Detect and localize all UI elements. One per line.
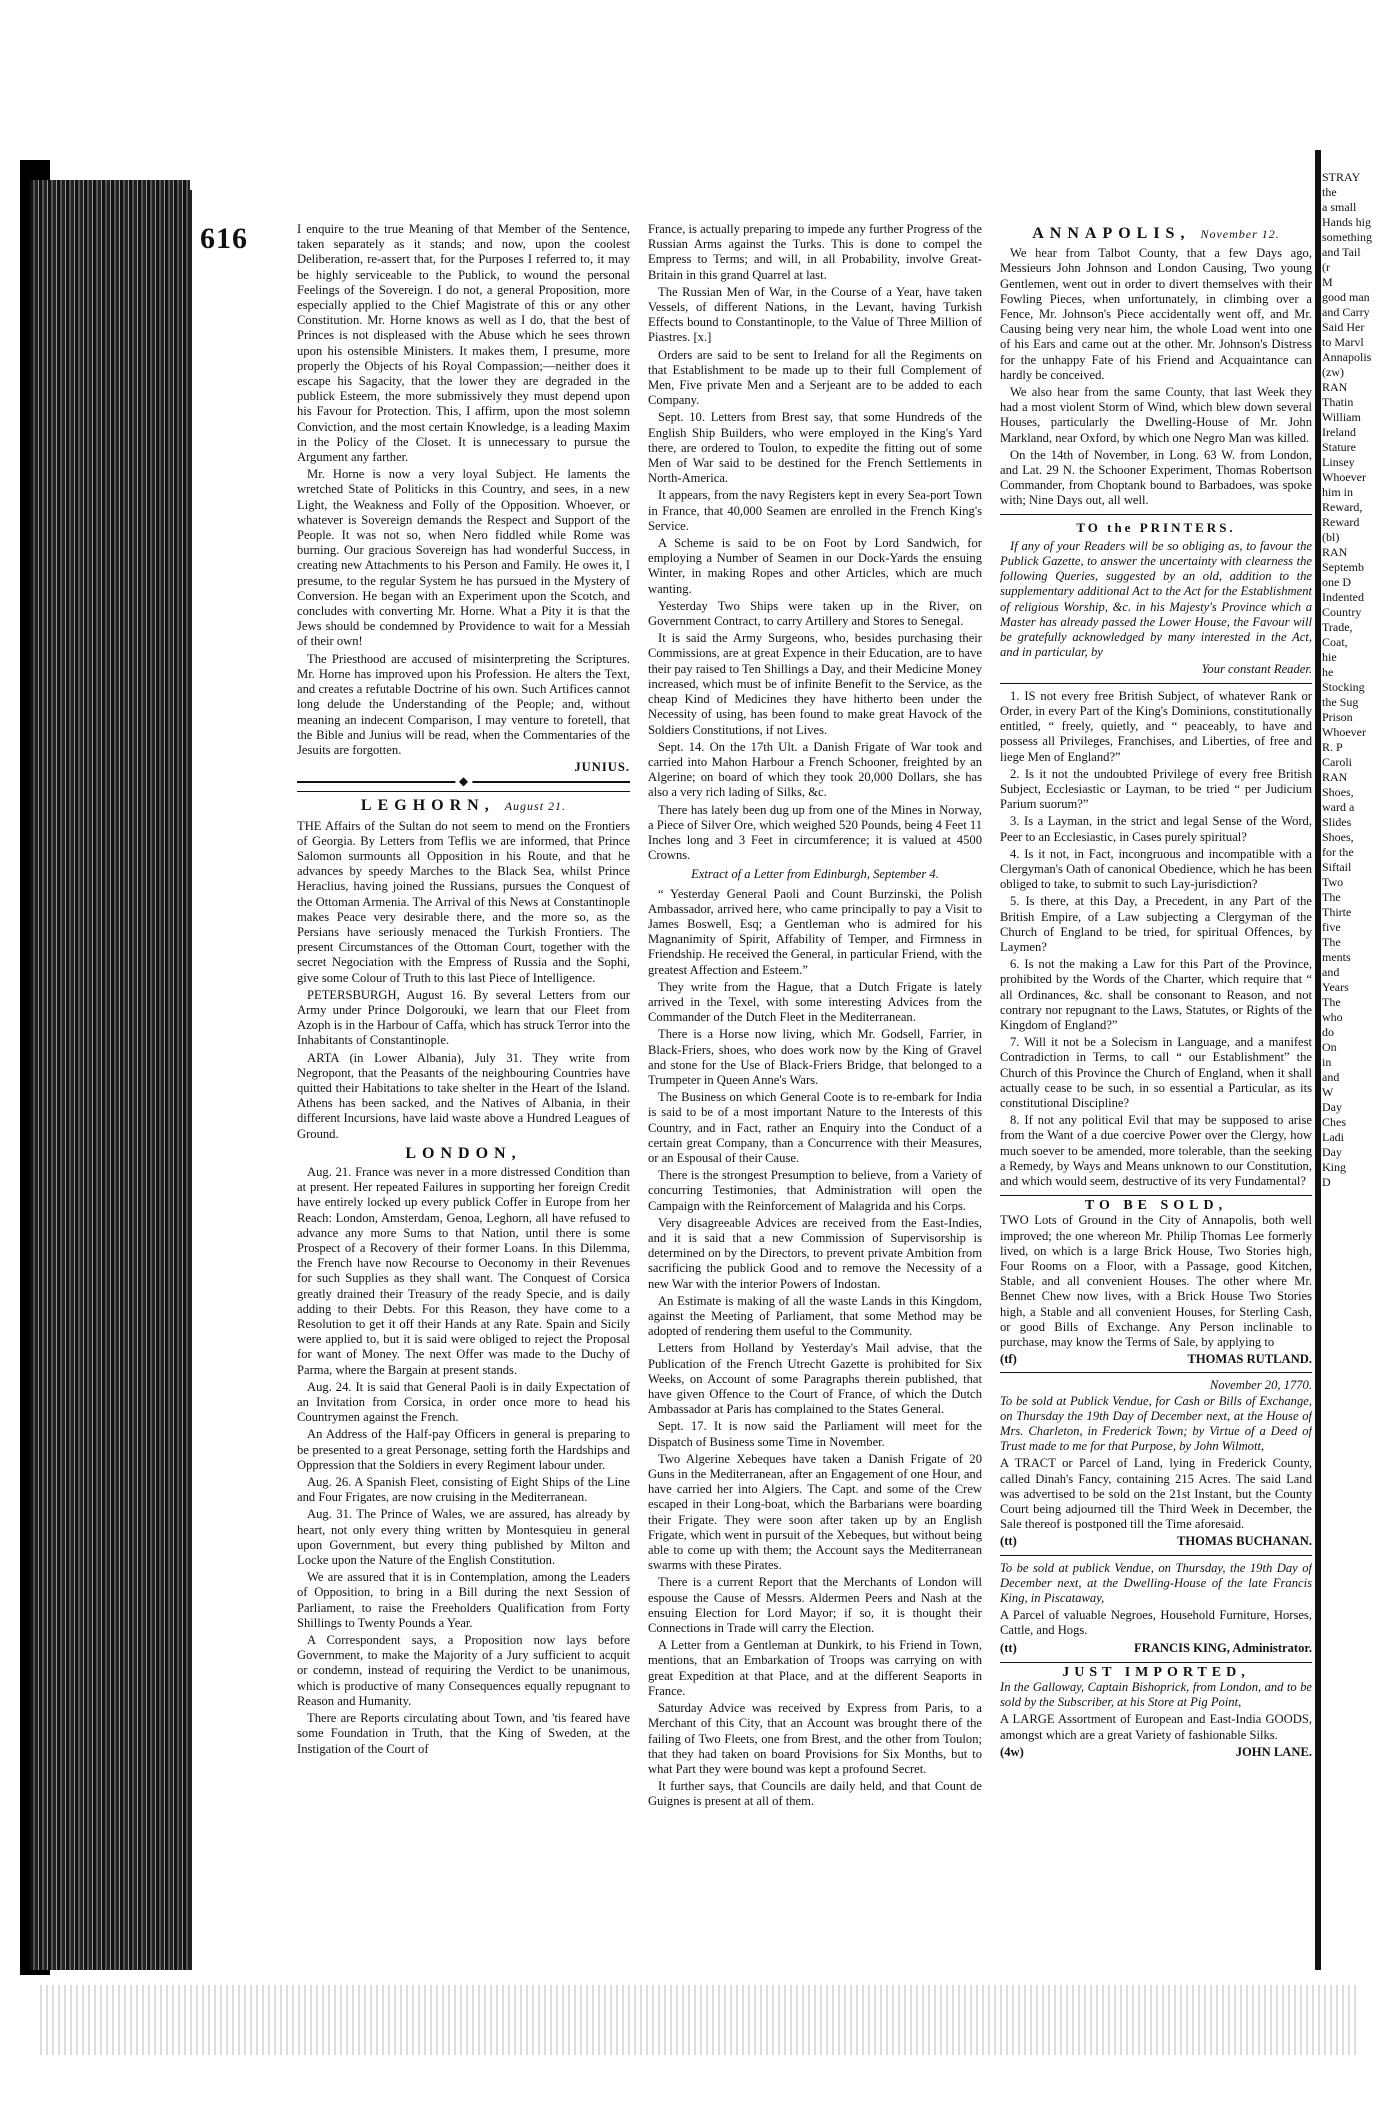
paragraph: Mr. Horne is now a very loyal Subject. He laments the wretched State of Politicks in this Country, and sees, in a new Light, the Weakness and Folly of the Opposition. Whoever, or whatever is Sovereign demands the Respect and Support of the People. It was not so, when Nero fiddled while Rome was burning. Our gracious Sovereign has had wonderful Success, in creating new Attachments to his Person and Family. He owes it, I presume, to the regular System he has pursued in the Mystery of Conversion. He began with an Experiment upon the Scotch, and concludes with converting Mr. Horne. What a Pity it is that the Jews should be condemned by Providence to wait for a Messiah of their own! [297,467,630,649]
next-page-fragment: Septemb [1322,560,1364,574]
next-page-fragment: and [1322,1070,1340,1084]
ad-signature: THOMAS BUCHANAN. [1176,1534,1312,1549]
ad-code: (tt) [1000,1534,1017,1549]
ad-footer [1000,1641,1312,1656]
ad-heading-to-be-sold: TO BE SOLD, [1000,1195,1312,1213]
ad-text: A Parcel of valuable Negroes, Household Furniture, Horses, Cattle, and Hogs. [1000,1608,1312,1638]
next-page-fragment: Prison [1322,710,1353,724]
section-rule [1000,1555,1312,1556]
paragraph: Saturday Advice was received by Express from Paris, to a Merchant of this City, that an Account was brought there of the failing of Two Fleets, one from Brest, and the other from Toulon; that they had taken on board Provisions for Six Months, but to what Part they were bound was kept a profound Secret. [648,1701,982,1776]
next-page-fragment: one D [1322,575,1351,589]
extract-heading: Extract of a Letter from Edinburgh, September 4. [691,867,939,882]
paragraph: I enquire to the true Meaning of that Member of the Sentence, taken separately as it stands; and now, upon the coolest Deliberation, re-assert that, for the Purposes I referred to, it may be highly serviceable to the Publick, to wound the personal Feelings of the Sovereign. I do not, a general Proposition, more especially applied to the Chief Magistrate of this or any other Constitution. Mr. Horne knows as well as I do, that the best of Princes is not displeased with the Abuse which he sees thrown upon his ostensible Ministers. It makes them, I presume, more properly the Objects of his Royal Compassion;—neither does it escape his Sagacity, that the lower they are degraded in the publick Esteem, the more submissively they must depend upon his Favour for Protection. This, I affirm, upon the most solemn Conviction, and the most certain Knowledge, is a leading Maxim in the Policy of the Closet. It is unnecessary to pursue the Argument any farther. [297,222,630,465]
next-page-fragment: Ireland [1322,425,1356,439]
next-page-fragment: good man [1322,290,1370,304]
paragraph: There are Reports circulating about Town, and 'tis feared have some Foundation in Truth, that the King of Sweden, at the Instigation of the Court of [297,1711,630,1756]
paragraph: Aug. 26. A Spanish Fleet, consisting of Eight Ships of the Line and Four Frigates, are now cruising in the Mediterranean. [297,1475,630,1505]
signature: JUNIUS. [574,760,630,775]
next-page-fragment: the Sug [1322,695,1359,709]
paragraph: Sept. 14. On the 17th Ult. a Danish Frigate of War took and carried into Mahon Harbour a French Schooner, freighted by an Algerine; on board of which they took 20,000 Dollars, she has also a very rich lading of Silks, &c. [648,739,982,800]
next-page-fragment: Thirte [1322,905,1352,919]
paragraph: Orders are said to be sent to Ireland for all the Regiments on that Establishment to be made up to their full Complement of Men, Five private Men and a Serjeant are to be added to each Company. [648,347,982,408]
next-page-fragments [1322,170,1400,1960]
paragraph: A Correspondent says, a Proposition now lays before Government, to make the Majority of a Jury sufficient to acquit or condemn, instead of requiring the Verdict to be unanimous, which is productive of many Consequences equally repugnant to Reason and Humanity. [297,1633,630,1708]
next-page-fragment: Shoes, [1322,785,1354,799]
next-page-fragment: five [1322,920,1341,934]
paragraph: A Scheme is said to be on Foot by Lord Sandwich, for employing a Number of Seamen in our Dock-Yards the ensuing Winter, in making Ropes and other Articles, which are much wanting. [648,536,982,596]
paragraph: We also hear from the same County, that last Week they had a most violent Storm of Wind, which blew down several Houses, particularly the Dwelling-House of Mr. John Markland, near Oxford, by which one Negro Man was killed. [1000,385,1312,445]
background-top [0,0,1400,160]
section-rule [1000,1372,1312,1373]
next-page-fragment: hie [1322,650,1337,664]
next-page-fragment: Trade, [1322,620,1353,634]
ad-code: (tf) [1000,1352,1017,1367]
next-page-fragment: Ches [1322,1115,1346,1129]
book-spine [30,180,190,1970]
next-page-fragment: Said Her [1322,320,1365,334]
next-page-fragment: RAN [1322,545,1348,559]
next-page-fragment: King [1322,1160,1346,1174]
paragraph: Aug. 31. The Prince of Wales, we are assured, has already by heart, not only every thing written by Montesquieu in general upon Government, but every thing published by Milton and Locke upon the Nature of the English Constitution. [297,1507,630,1568]
paragraph: They write from the Hague, that a Dutch Frigate is lately arrived in the Texel, with some interesting Advices from the Commander of the Dutch Fleet in the Mediterranean. [648,979,982,1025]
ad-intro: To be sold at publick Vendue, on Thursday, the 19th Day of December next, at the Dwelling-House of the late Francis King, in Piscataway, [1000,1560,1312,1606]
paragraph: ARTA (in Lower Albania), July 31. They write from Negropont, that the Peasants of the neighbouring Countries have quitted their Habitations to take shelter in the Heart of the Island. Athens has been sacked, and the Natives of Albania, in their different Incursions, have laid waste above a Hundred Leagues of Ground. [297,1050,630,1141]
ad-code: (tt) [1000,1640,1017,1655]
next-page-fragment: Ladi [1322,1130,1344,1144]
query: 2. Is it not the undoubted Privilege of every free British Subject, Ecclesiastic or Layman, to be tried “ per Judicium Parium suorum?” [1000,766,1312,812]
paragraph: We are assured that it is in Contemplation, among the Leaders of Opposition, to bring in a Bill during the next Session of Parliament, to raise the Freeholders Qualification from Forty Shillings to Twenty Pounds a Year. [297,1570,630,1630]
paragraph: Sept. 10. Letters from Brest say, that some Hundreds of the English Ship Builders, who were employed in the King's Yard there, are ordered to Toulon, to expedite the fitting out of some Men of War said to be destined for the French Settlements in North-America. [648,410,982,486]
ad-text: TWO Lots of Ground in the City of Annapolis, both well improved; the one whereon Mr. Philip Thomas Lee formerly lived, on which is a large Brick House, Two Stories high, Four Rooms on a Floor, with a Passage, good Kitchen, Stable, and all convenient Houses. The other where Mr. Bennet Chew now lives, with a Brick House Two Stories high, a Stable and all convenient Houses, for Sterling Cash, or good Bills of Exchange. Any Person inclinable to purchase, may know the Terms of Sale, by applying to [1000,1213,1312,1350]
ad-footer [1000,1534,1312,1549]
section-rule [1000,683,1312,684]
paragraph: There is a Horse now living, which Mr. Godsell, Farrier, in Black-Friers, shoes, who does work now by the King of Gravel and stone for the Use of Black-Friers Bridge, that belonged to a Trumpeter in Queen Anne's Wars. [648,1027,982,1087]
junius-letter [297,222,630,775]
next-page-fragment: and Tail [1322,245,1361,259]
next-page-fragment: and [1322,965,1340,979]
next-page-fragment: The [1322,890,1341,904]
printers-signoff: Your constant Reader. [1201,662,1312,677]
column-1 [297,222,630,1872]
paragraph: There has lately been dug up from one of the Mines in Norway, a Piece of Silver Ore, which weighed 520 Pounds, being 4 Feet 11 Inches long and 3 Feet in circumference; it is valued at 4500 Crowns. [648,802,982,863]
paragraph: It appears, from the navy Registers kept in every Sea-port Town in France, that 40,000 Seamen are enrolled in the French King's Service. [648,488,982,533]
ad-date: November 20, 1770. [1209,1378,1312,1393]
dateline-date: November 12. [1200,227,1280,241]
paragraph: THE Affairs of the Sultan do not seem to mend on the Frontiers of Georgia. By Letters from Teflis we are informed, that Prince Salomon surmounts all Opposition in his Route, and that he advances by speedy Marches to the Black Sea, whilst Prince Heraclius, having joined the Russians, pursues the Conquest of the Ottoman Armenia. The Arrival of this News at Constantinople makes Peace very desirable there, and the more so, as the Persians have seriously menaced the Turkish Frontiers. The present Circumstances of the Ottoman Court, together with the secret Negociation with the Empress of Russia and the Sophi, give some Colour of Truth to this last Piece of Intelligence. [297,818,630,985]
next-page-fragment: Coat, [1322,635,1348,649]
next-page-fragment: he [1322,665,1334,679]
next-page-fragment: W [1322,1085,1334,1099]
next-page-fragment: to Marvl [1322,335,1364,349]
paragraph: Sept. 17. It is now said the Parliament will meet for the Dispatch of Business some Time in November. [648,1419,982,1449]
next-page-fragment: him in [1322,485,1354,499]
background-bottom [0,1975,1400,2113]
paragraph: There is the strongest Presumption to believe, from a Variety of concurring Testimonies, that Administration will open the Campaign with the Reinforcement of Malagrida and his Corps. [648,1168,982,1213]
next-page-fragment: ward a [1322,800,1355,814]
ad-text: A TRACT or Parcel of Land, lying in Frederick County, called Dinah's Fancy, containing 215 Acres. The said Land was advertised to be sold on the 21st Instant, but the County Court being adjourned till the Third Week in December, the Sale thereof is postponed till the Time aforesaid. [1000,1456,1312,1532]
paragraph: It is said the Army Surgeons, who, besides purchasing their Commissions, are at great Expence in their Education, are to have their pay raised to Ten Shillings a Day, and their Medicine Money increased, which must be of infinite Benefit to the Service, as the cheap Kind of Medicines they have hitherto been under the Necessity of using, has been found to make great Havock of the Soldiers Constitutions, if not Lives. [648,631,982,737]
paragraph: The Priesthood are accused of misinterpreting the Scriptures. Mr. Horne has improved upon his Profession. He alters the Text, and creates a refutable Doctrine of his own. Such Artifices cannot long delude the Understanding of the People; and, without meaning an indecent Comparison, I may venture to foretell, that the Bible and Junius will be read, when the Commentaries of the Jesuits are forgotten. [297,651,630,757]
next-page-fragment: Siftail [1322,860,1352,874]
paragraph: Two Algerine Xebeques have taken a Danish Frigate of 20 Guns in the Mediterranean, after an Engagement of one Hour, and have carried her into Algiers. The Capt. and some of the Crew escaped in their Long-boat, which the Barbarians were boarding their Frigate. They were soon after taken up by an English Frigate, which went in pursuit of the Xebeques, but without being able to come up with them; the Account says the Mediterranean swarms with these Pirates. [648,1451,982,1573]
paragraph: An Estimate is making of all the waste Lands in this Kingdom, against the Meeting of Parliament, that some Method may be adopted of rendering them useful to the Community. [648,1293,982,1339]
paragraph: France, is actually preparing to impede any further Progress of the Russian Arms against the Turks. This is done to compel the Empress to Terms; and will, in all Probability, involve Great-Britain in this grand Quarrel at last. [648,222,982,282]
next-page-fragment: Country [1322,605,1362,619]
ad-footer [1000,1352,1312,1367]
next-page-fragment: a small [1322,200,1357,214]
column-2 [648,222,982,1872]
next-page-fragment: Stocking [1322,680,1365,694]
next-page-fragment: Annapolis [1322,350,1372,364]
dateline-leghorn [297,798,630,814]
paragraph: The Business on which General Coote is to re-embark for India is said to be of a most important Nature to the Interests of this Country, and in Fact, rather an Enquiry into the Conduct of a certain great Company, than a Concurrence with their Measures, or an Espousal of their Cause. [648,1090,982,1165]
query: 4. Is it not, in Fact, incongruous and incompatible with a Clergyman's Oath of canonical Obedience, which he has been obliged to take, to submit to such Lay-jurisdiction? [1000,846,1312,892]
next-page-fragment: Indented [1322,590,1364,604]
next-page-fragment: Caroli [1322,755,1352,769]
ad-code: (4w) [1000,1744,1024,1759]
next-page-fragment: Whoever [1322,725,1366,739]
query: 6. Is not the making a Law for this Part of the Province, prohibited by the Words of the Charter, which require that “ all Ordinances, &c. shall be consonant to Reason, and not contrary nor repugnant to the Laws, Statutes, or Rights of the Kingdom of England?” [1000,957,1312,1032]
next-page-fragment: The [1322,935,1341,949]
next-page-fragment: and Carry [1322,305,1370,319]
next-page-fragment: Slides [1322,815,1352,829]
next-page-fragment: Reward [1322,515,1360,529]
ad-intro: In the Galloway, Captain Bishoprick, from London, and to be sold by the Subscriber, at his Store at Pig Point, [1000,1680,1312,1710]
dateline-london: LONDON, [405,1144,522,1162]
column-3 [1000,222,1312,1872]
next-page-fragment: RAN [1322,770,1348,784]
page-number: 616 [200,222,248,255]
next-page-fragment: STRAY [1322,170,1361,184]
next-page-fragment: Day [1322,1145,1342,1159]
next-page-fragment: Hands hig [1322,215,1371,229]
next-page-fragment: M [1322,275,1333,289]
ad-text: A LARGE Assortment of European and East-India GOODS, amongst which are a great Variety of fashionable Silks. [1000,1712,1312,1742]
ad-signature: THOMAS RUTLAND. [1187,1352,1312,1367]
next-page-fragment: Thatin [1322,395,1354,409]
ad-footer [1000,1745,1312,1760]
ornamental-rule [297,781,630,792]
query: 1. IS not every free British Subject, of whatever Rank or Order, in every Part of the King's Dominions, constitutionally entitled, “ freely, quietly, and “ peaceably, to have and possess all Privileges, Franchises, and Liberties, of free and liege Men of England?” [1000,688,1312,764]
next-page-fragment: something [1322,230,1372,244]
next-page-fragment: On [1322,1040,1337,1054]
next-page-fragment: (zw) [1322,365,1344,379]
next-page-fragment: Whoever [1322,470,1366,484]
next-page-fragment: William [1322,410,1361,424]
next-page-fragment: D [1322,1175,1331,1189]
query: 5. Is there, at this Day, a Precedent, in any Part of the British Empire, of a Law subjecting a Clergyman of the Church of England to be tried, for spiritual Offences, by Laymen? [1000,894,1312,954]
section-rule [1000,514,1312,515]
next-page-fragment: The [1322,995,1341,1009]
ad-heading-just-imported: JUST IMPORTED, [1000,1662,1312,1680]
paragraph: Letters from Holland by Yesterday's Mail advise, that the Publication of the French Utrecht Gazette is prohibited for Six Weeks, on Account of some Paragraphs therein published, that have given Offence to the Court of France, of which the Dutch Ambassador at Paris has complained to the States General. [648,1341,982,1417]
dateline-date: August 21. [504,799,567,814]
next-page-fragment: (r [1322,260,1330,274]
next-page-fragment: Years [1322,980,1349,994]
next-page-fragment: do [1322,1025,1334,1039]
next-page-fragment: Linsey [1322,455,1355,469]
dateline-place: ANNAPOLIS, [1032,225,1191,242]
next-page-fragment: ments [1322,950,1351,964]
next-page-fragment: in [1322,1055,1332,1069]
ad-signature: JOHN LANE. [1235,1744,1312,1759]
paragraph: On the 14th of November, in Long. 63 W. from London, and Lat. 29 N. the Schooner Experiment, Thomas Robertson Commander, from Choptank bound to Barbadoes, was spoke with; Nine Days out, all well. [1000,447,1312,508]
next-page-fragment: who [1322,1010,1343,1024]
paragraph: Yesterday Two Ships were taken up in the River, on Government Contract, to carry Artillery and Stores to Senegal. [648,598,982,629]
next-page-fragment: for the [1322,845,1354,859]
query: 7. Will it not be a Solecism in Language, and a manifest Contradiction in Terms, to call “ our Establishment” the Church of this Province the Church of England, when it shall actually cease to be such, in so essential a Particular, as its constitutional Discipline? [1000,1035,1312,1110]
paragraph: An Address of the Half-pay Officers in general is preparing to be presented to a great Personage, setting forth the Hardships and Oppression that the Soldiers in every Regiment labour under. [297,1427,630,1472]
dateline-annapolis [1000,226,1312,242]
ad-intro: To be sold at Publick Vendue, for Cash or Bills of Exchange, on Thursday the 19th Day of December next, at the House of Mrs. Charleton, in Frederick Town; by Virtue of a Deed of Trust made to me for that Purpose, by John Wilmott, [1000,1393,1312,1454]
next-page-fragment: Day [1322,1100,1342,1114]
next-page-fragment: the [1322,185,1337,199]
next-page-fragment: Two [1322,875,1344,889]
next-page-fragment: Reward, [1322,500,1363,514]
paragraph: Very disagreeable Advices are received from the East-Indies, and it is said that a new Commission of Supervisorship is determined on by the Directors, to prevent private Ambition from sacrificing the publick Good and to remove the Necessity of a new War with the interior Powers of Indostan. [648,1215,982,1291]
ad-signature: FRANCIS KING, Administrator. [1134,1640,1312,1655]
query: 8. If not any political Evil that may be supposed to arise from the Want of a due coercive Power over the Clergy, how much soever to be amended, more tolerable, than the seeking a Remedy, by Ways and Means unknown to our Constitution, and which would seem, destructive of its very Fundamental? [1000,1113,1312,1188]
paragraph: PETERSBURGH, August 16. By several Letters from our Army under Prince Dolgorouki, we learn that our Fleet from Azoph is in the Harbour of Caffa, which has struck Terror into the Inhabitants of Constantinople. [297,987,630,1048]
paragraph: There is a current Report that the Merchants of London will espouse the Cause of Messrs. Aldermen Peers and Nash at the ensuing Election for Lord Mayor; if so, it is thought their Connections in Trade will carry the Election. [648,1575,982,1636]
printers-heading: TO the PRINTERS. [1076,519,1236,535]
paragraph: The Russian Men of War, in the Course of a Year, have taken Vessels, of different Nations, in the Levant, having Turkish Effects bound to Constantinople, to the Value of Three Million of Piastres. [x.] [648,284,982,345]
paragraph: Aug. 21. France was never in a more distressed Condition than at present. Her repeated Failures in supporting her foreign Credit have entirely locked up every publick Coffer in Europe from her Reach: London, Amsterdam, Genoa, Leghorn, all have refused to advance any more Sums to that Nation, until there is some Prospect of a Recovery of their former Loans. In this Dilemma, the French have now Recourse to Oeconomy in their Revenues for such Supplies as they shall want. The Conquest of Corsica greatly drained their Treasury of the ready Specie, and is daily adding to their Debts. For this Reason, they have come to a Resolution to get it off their Hands at any Rate. Spain and Sicily were applied to, but it is said were obliged to reject the Proposal for want of Money. The next Offer was made to the Duchy of Parma, where the Bargain at present stands. [297,1164,630,1377]
paragraph: “ Yesterday General Paoli and Count Burzinski, the Polish Ambassador, arrived here, who came principally to pay a Visit to James Boswell, Esq; a Gentleman who is admired for his Magnanimity of Spirit, Affability of Temper, and Firmness in Friendship. He received the General, in particular Friend, with the greatest Affection and Esteem.” [648,886,982,977]
dateline-place: LEGHORN, [360,797,495,815]
next-page-fragment: R. P [1322,740,1343,754]
query: 3. Is a Layman, in the strict and legal Sense of the Word, Peer to an Ecclesiastic, in Cases purely spiritual? [1000,814,1312,844]
paragraph: It further says, that Councils are daily held, and that Count de Guignes is present at all of them. [648,1779,982,1809]
printers-intro: If any of your Readers will be so obliging as, to favour the Publick Gazette, to answer the uncertainty with clearness the following Queries, suggested by an old, addition to the supplementary additional Act to the Act for the Establishment of religious Worship, &c. in his Majesty's Province which a Master has already passed the Lower House, the Favour will be gratefully acknowledged by many interested in the Act, and in particular, by [1000,538,1312,660]
paragraph: A Letter from a Gentleman at Dunkirk, to his Friend in Town, mentions, that an Embarkation of Troops was carrying on with great Expedition at that Place, and at the different Seaports in France. [648,1638,982,1698]
next-page-fragment: RAN [1322,380,1348,394]
next-page-fragment: (bl) [1322,530,1340,544]
next-page-fragment: Stature [1322,440,1356,454]
paragraph: We hear from Talbot County, that a few Days ago, Messieurs John Johnson and London Causing, Two young Gentlemen, went out in order to divert themselves with their Fowling Pieces, when unfortunately, in climbing over a Fence, Mr. Johnson's Piece accidentally went off, and Mr. Causing being very near him, the whole Load went into one of his Ears and came out at the other. Mr. Johnson's Distress for the unhappy Fate of his Friend and Acquaintance can hardly be conceived. [1000,246,1312,382]
next-page-fragment: Shoes, [1322,830,1354,844]
paragraph: Aug. 24. It is said that General Paoli is in daily Expectation of an Invitation from Corsica, in order once more to head his Countrymen against the French. [297,1379,630,1425]
